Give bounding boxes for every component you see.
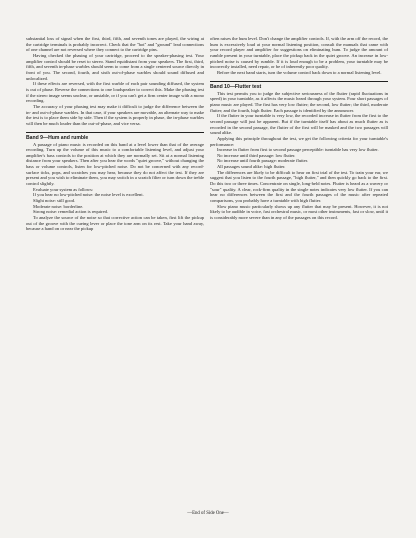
- paragraph: The differences are likely to be difficult to hear on first trial of the test. To train your ear, we suggest that you listen to the fourth passage, "high flutter," and then quickly go back to the first. Do this two or three times. Concentrate on single, long-held notes. Flutter is heard as a wavery or "sour" quality. A clear, rock-firm quality in the single notes indicates very low flutter. If you can hear no differences between the first and the fourth passages of the music after repeated comparisons, you probably have a turntable with high flutter.: [210, 169, 388, 204]
- paragraph: The accuracy of your phasing test may make it difficult to judge the difference between the in- and out-of-phase warbles. In that case, if your speakers are movable, an alternate way to make the test is to place them side by side. Then if the system is properly in phase, the in-phase warbles will then be much louder than the out-of-phase, and vice versa.: [26, 103, 204, 126]
- criteria-item: No increase until third passage: low flutter.: [217, 152, 296, 158]
- evaluation-item: Strong noise: remedial action is required.: [33, 209, 109, 215]
- paragraph: Evaluate your system as follows:: [33, 186, 94, 192]
- evaluation-item: If you hear no low-pitched noise: the noise level is excellent.: [33, 192, 144, 198]
- paragraph: Before the next band starts, turn the volume control back down to a normal listening level.: [217, 69, 382, 75]
- end-of-side-footer: —End of Side One—: [187, 511, 229, 516]
- paragraph: To analyze the source of the noise so that corrective action can be taken, first lift the pickup out of the groove with the cueing lever or place the tone arm on its rest. Take your hand away, because a hand on or near the pickup: [26, 215, 204, 232]
- paragraph: If the flutter in your turntable is very low, the recorded increase in flutter from the first to the second passage will just be apparent. But if the turntable itself has about as much flutter as is recorded in the second passage, the flutter of the first will be masked and the two passages will sound alike.: [210, 113, 388, 136]
- band-9-heading: Band 9—Hum and rumble: [26, 132, 204, 141]
- criteria-item: Increase in flutter from first to second passage perceptible: turntable has very low flutter.: [217, 147, 379, 153]
- paragraph: Slow piano music particularly shows up any flutter that may be present. However, it is not likely to be audible in voice, fast orchestral music, or most other instruments, fast or slow, until it is considerably more severe than in any of the passages on this record.: [210, 203, 388, 221]
- left-column: [26, 36, 204, 232]
- evaluation-item: Moderate noise: borderline.: [33, 203, 84, 209]
- right-column: [210, 36, 388, 221]
- paragraph: substantial loss of signal when the first, third, fifth, and seventh tones are played, the wiring at the cartridge terminals is probably incorrect. Check that the "hot" and "ground" lead connections of one channel are not reversed where they connect to the cartridge pins.: [26, 36, 204, 53]
- evaluation-item: Slight noise: still good.: [33, 198, 76, 204]
- paragraph: Applying this principle throughout the test, we get the following criteria for your turntable's performance:: [210, 135, 388, 147]
- criteria-item: All passages sound alike: high flutter.: [217, 164, 286, 170]
- paragraph: If these effects are reversed, with the first warble of each pair sounding diffused, the system is out of phase. Reverse the connections to one loudspeaker to correct this. Make the phasing test if the stereo image seems unclear, or unstable, or if you can't get a firm center image with a mono recording.: [26, 81, 204, 104]
- criteria-item: No increase until fourth passage: moderate flutter.: [217, 158, 309, 164]
- band-10-heading: Band 10—Flutter test: [210, 81, 388, 90]
- paragraph: Having checked the phasing of your cartridge, proceed to the speaker-phasing test. Your amplifier control should be reset to stereo. Stand equidistant from your speakers. The first, third, fifth, and seventh in-phase warbles should seem to come from a single centered source directly in front of you. The second, fourth, and sixth out-of-phase warbles should sound diffused and unlocalized.: [26, 52, 204, 81]
- paragraph: This test permits you to judge the subjective seriousness of the flutter (rapid fluctuations in speed) in your turntable, as it affects the music heard through your system. Four short passages of piano music are played. The first has very low flutter; the second, low flutter; the third, moderate flutter; and the fourth, high flutter. Each passage is identified by the announcer.: [210, 90, 388, 113]
- paragraph: A passage of piano music is recorded on this band at a level lower than that of the average recording. Turn up the volume of this music to a comfortable listening level, and adjust your amplifier's bass controls to the position at which they are normally set. Sit at a normal listening distance from your speakers. Then after you hear the words "quiet groove," without changing the bass or volume controls, listen for low-pitched noise. Do not be concerned with any record-surface ticks, pops, and scratches you may hear, because they do not affect the test. If they are present and you wish to eliminate them, you may switch in a scratch filter or turn down the treble control slightly.: [26, 141, 204, 187]
- paragraph: often raises the hum level. Don't change the amplifier controls. If, with the arm off the record, the hum is excessively loud at your normal listening position, consult the manuals that came with your record player and amplifier for suggestions on eliminating hum. To judge the amount of rumble present in your turntable, place the pickup back in the quiet groove. An increase in low-pitched noise is caused by rumble. If it is loud enough to be a problem, your turntable may be incorrectly installed, need repair, or be of inherently poor quality.: [210, 36, 388, 70]
